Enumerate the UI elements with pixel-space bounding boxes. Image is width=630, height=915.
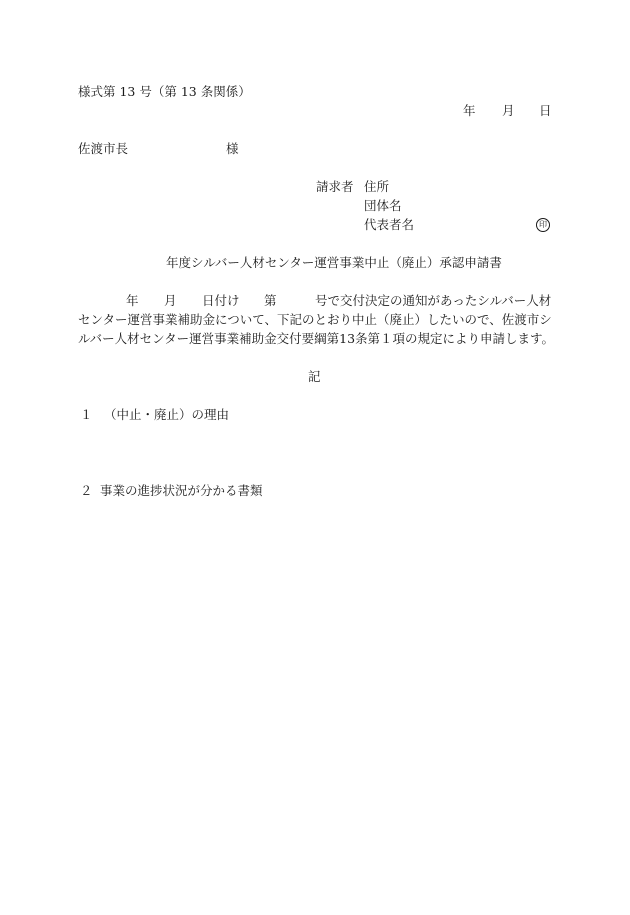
applicant-label: 請求者 [316, 179, 354, 194]
item-2-number: ２ [80, 483, 93, 498]
body-dated-label: 日付け [202, 293, 240, 308]
seal-mark: 印 [536, 218, 550, 232]
date-year-label: 年 [463, 103, 476, 118]
group-name-label: 団体名 [364, 198, 402, 213]
item-1-number: １ [80, 407, 93, 422]
date-day-label: 日 [539, 103, 552, 118]
address-label: 住所 [364, 179, 390, 194]
body-month-label: 月 [164, 293, 177, 308]
ki-heading: 記 [308, 369, 321, 384]
form-number: 様式第 13 号（第 13 条関係） [78, 84, 251, 99]
body-line2: センター運営事業補助金について、下記のとおり中止（廃止）したいので、佐渡市シ [78, 312, 552, 327]
representative-name-label: 代表者名 [364, 217, 415, 232]
item-2-text: 事業の進捗状況が分かる書類 [100, 483, 263, 498]
date-month-label: 月 [502, 103, 515, 118]
body-number-prefix: 第 [264, 293, 277, 308]
body-year-label: 年 [126, 293, 139, 308]
addressee-name: 佐渡市長 [78, 141, 129, 156]
body-line1-rest: 号で交付決定の通知があったシルバー人材 [315, 293, 552, 308]
addressee-honorific: 様 [226, 141, 239, 156]
body-line3: ルバー人材センター運営事業補助金交付要綱第13条第１項の規定により申請します。 [78, 331, 555, 346]
document-title: 年度シルバー人材センター運営事業中止（廃止）承認申請書 [166, 255, 502, 270]
item-1-text: （中止・廃止）の理由 [104, 407, 230, 422]
